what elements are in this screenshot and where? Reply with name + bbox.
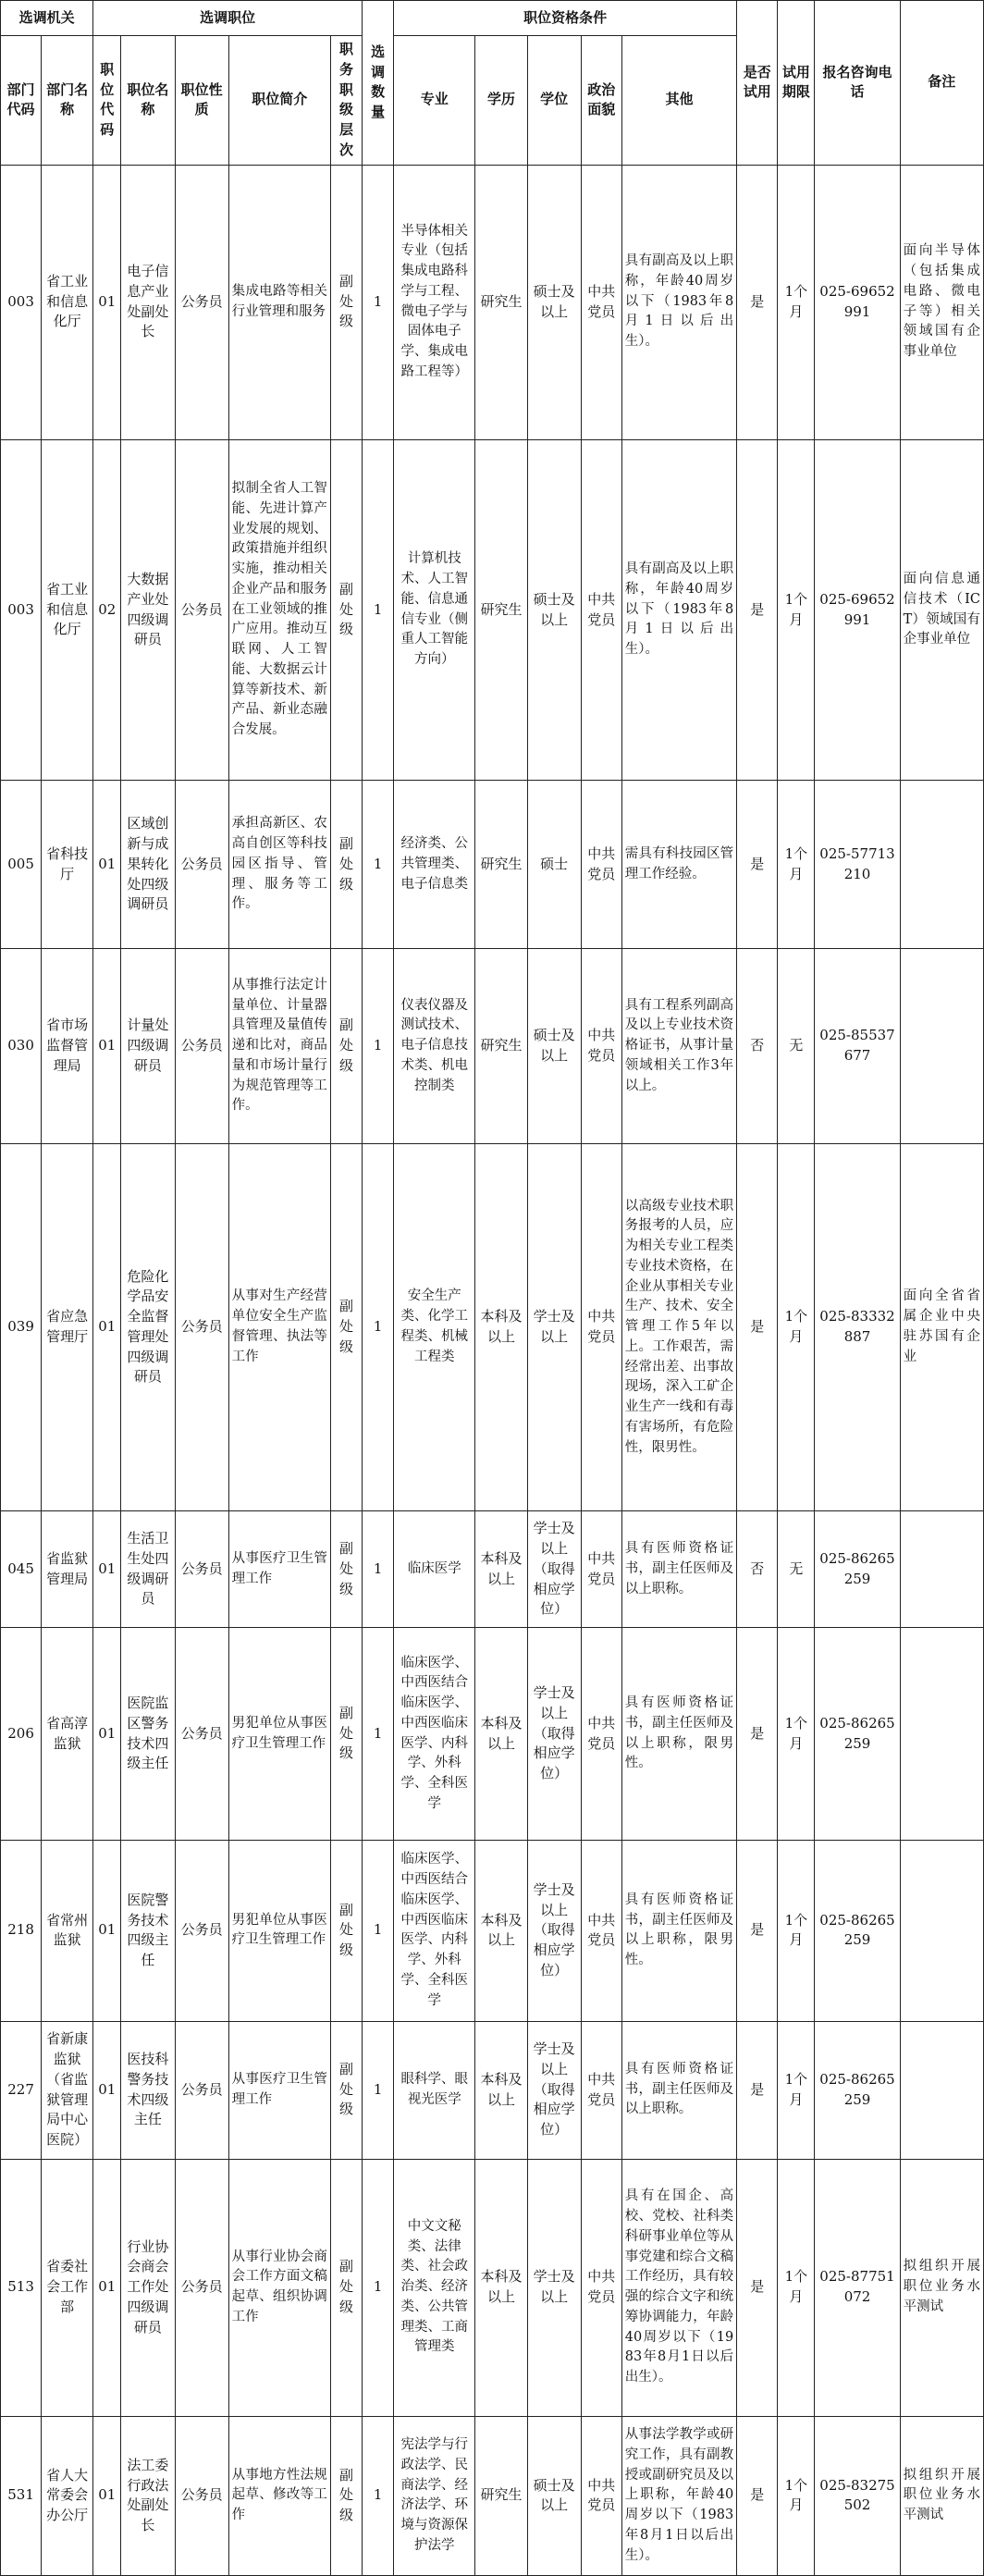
pos-code-cell: 01 (93, 1511, 121, 1628)
degree-cell: 硕士及以上 (527, 949, 581, 1144)
col-count: 选调数量 (363, 1, 394, 166)
dept-code-cell: 039 (1, 1143, 42, 1511)
note-cell (900, 781, 983, 949)
pos-name-cell: 法工委行政法处副处长 (121, 2416, 175, 2575)
dept-name-cell: 省应急管理厅 (42, 1143, 93, 1511)
note-cell (900, 1511, 983, 1628)
col-dept-name: 部门名称 (42, 36, 93, 166)
col-exam: 是否试用 (737, 1, 778, 166)
col-other: 其他 (621, 36, 736, 166)
edu-cell: 研究生 (475, 949, 527, 1144)
level-cell: 副处级 (330, 2021, 362, 2159)
col-pos-level: 职务职级层次 (330, 36, 362, 166)
pos-name-cell: 医院警务技术四级主任 (121, 1840, 175, 2021)
intro-cell: 男犯单位从事医疗卫生管理工作 (228, 1840, 330, 2021)
dept-name-cell: 省常州监狱 (42, 1840, 93, 2021)
col-pos-intro: 职位简介 (228, 36, 330, 166)
major-cell: 宪法学与行政法学、民商法学、经济法学、环境与资源保护法学 (394, 2416, 475, 2575)
politics-cell: 中共党员 (581, 439, 621, 781)
exam-cell: 是 (737, 1628, 778, 1841)
col-dept-code: 部门代码 (1, 36, 42, 166)
table-row (1, 949, 984, 1144)
level-cell: 副处级 (330, 1840, 362, 2021)
dept-code-cell: 045 (1, 1511, 42, 1628)
politics-cell: 中共党员 (581, 781, 621, 949)
nature-cell: 公务员 (175, 1628, 228, 1841)
other-cell: 具有医师资格证书，副主任医师及以上职称，限男性。 (621, 1628, 736, 1841)
dept-name-cell: 省人大常委会办公厅 (42, 2416, 93, 2575)
trial-cell: 1个月 (778, 2159, 815, 2416)
phone-cell: 025-85537677 (815, 949, 900, 1144)
dept-code-cell: 513 (1, 2159, 42, 2416)
note-cell (900, 949, 983, 1144)
count-cell: 1 (363, 1628, 394, 1841)
politics-cell: 中共党员 (581, 2416, 621, 2575)
level-cell: 副处级 (330, 439, 362, 781)
degree-cell: 学士及以上（取得相应学位） (527, 1511, 581, 1628)
major-cell: 安全生产类、化学工程类、机械工程类 (394, 1143, 475, 1511)
other-cell: 具有医师资格证书，副主任医师及以上职称，限男性。 (621, 1840, 736, 2021)
edu-cell: 研究生 (475, 781, 527, 949)
trial-cell: 1个月 (778, 165, 815, 439)
politics-cell: 中共党员 (581, 2159, 621, 2416)
nature-cell: 公务员 (175, 439, 228, 781)
table-row (1, 1511, 984, 1628)
nature-cell: 公务员 (175, 2021, 228, 2159)
trial-cell: 无 (778, 1511, 815, 1628)
count-cell: 1 (363, 2416, 394, 2575)
degree-cell: 学士及以上（取得相应学位） (527, 2021, 581, 2159)
intro-cell: 从事行业协会商会工作方面文稿起草、组织协调工作 (228, 2159, 330, 2416)
dept-code-cell: 030 (1, 949, 42, 1144)
edu-cell: 本科及以上 (475, 1143, 527, 1511)
table-row (1, 2021, 984, 2159)
dept-code-cell: 531 (1, 2416, 42, 2575)
major-cell: 计算机技术、人工智能、信息通信专业（侧重人工智能方向） (394, 439, 475, 781)
pos-name-cell: 危险化学品安全监督管理处四级调研员 (121, 1143, 175, 1511)
intro-cell: 从事医疗卫生管理工作 (228, 1511, 330, 1628)
intro-cell: 从事医疗卫生管理工作 (228, 2021, 330, 2159)
phone-cell: 025-69652991 (815, 439, 900, 781)
phone-cell: 025-57713210 (815, 781, 900, 949)
phone-cell: 025-69652991 (815, 165, 900, 439)
col-trial: 试用期限 (778, 1, 815, 166)
edu-cell: 本科及以上 (475, 1628, 527, 1841)
pos-code-cell: 01 (93, 781, 121, 949)
degree-cell: 硕士及以上 (527, 439, 581, 781)
dept-code-cell: 218 (1, 1840, 42, 2021)
pos-name-cell: 电子信息产业处副处长 (121, 165, 175, 439)
phone-cell: 025-86265259 (815, 2021, 900, 2159)
major-cell: 临床医学、中西医结合临床医学、中西医临床医学、内科学、外科学、全科医学 (394, 1628, 475, 1841)
count-cell: 1 (363, 1840, 394, 2021)
exam-cell: 否 (737, 1511, 778, 1628)
level-cell: 副处级 (330, 949, 362, 1144)
level-cell: 副处级 (330, 1628, 362, 1841)
other-cell: 具有医师资格证书，副主任医师及以上职称。 (621, 1511, 736, 1628)
exam-cell: 是 (737, 1840, 778, 2021)
exam-cell: 是 (737, 1143, 778, 1511)
phone-cell: 025-87751072 (815, 2159, 900, 2416)
header-row-top (1, 1, 984, 36)
other-cell: 从事法学教学或研究工作，具有副教授或副研究员及以上职称，年龄40周岁以下（1983年8月1日以后出生）。 (621, 2416, 736, 2575)
dept-name-cell: 省工业和信息化厅 (42, 439, 93, 781)
table-row (1, 2159, 984, 2416)
note-cell: 拟组织开展职位业务水平测试 (900, 2159, 983, 2416)
col-note: 备注 (900, 1, 983, 166)
trial-cell: 1个月 (778, 1628, 815, 1841)
table-row (1, 439, 984, 781)
other-cell: 具有工程系列副高及以上专业技术资格证书，从事计量领域相关工作3年以上。 (621, 949, 736, 1144)
edu-cell: 研究生 (475, 439, 527, 781)
pos-code-cell: 01 (93, 1143, 121, 1511)
dept-name-cell: 省工业和信息化厅 (42, 165, 93, 439)
phone-cell: 025-86265259 (815, 1628, 900, 1841)
major-cell: 仪表仪器及测试技术、电子信息技术类、机电控制类 (394, 949, 475, 1144)
table-row (1, 1840, 984, 2021)
count-cell: 1 (363, 781, 394, 949)
count-cell: 1 (363, 1511, 394, 1628)
dept-name-cell: 省市场监督管理局 (42, 949, 93, 1144)
major-cell: 临床医学 (394, 1511, 475, 1628)
phone-cell: 025-86265259 (815, 1511, 900, 1628)
intro-cell: 从事推行法定计量单位、计量器具管理及量值传递和比对，商品量和市场计量行为规范管理等工作。 (228, 949, 330, 1144)
edu-cell: 本科及以上 (475, 1840, 527, 2021)
politics-cell: 中共党员 (581, 1511, 621, 1628)
trial-cell: 1个月 (778, 2416, 815, 2575)
pos-code-cell: 02 (93, 439, 121, 781)
nature-cell: 公务员 (175, 1840, 228, 2021)
dept-code-cell: 206 (1, 1628, 42, 1841)
other-cell: 具有在国企、高校、党校、社科类科研事业单位等从事党建和综合文稿工作经历，具有较强的综合文字和统筹协调能力，年龄40周岁以下（1983年8月1日以后出生）。 (621, 2159, 736, 2416)
intro-cell: 拟制全省人工智能、先进计算产业发展的规划、政策措施并组织实施，推动相关企业产品和服务在工业领域的推广应用。推动互联网、人工智能、大数据云计算等新技术、新产品、新业态融合发展。 (228, 439, 330, 781)
major-cell: 中文文秘类、法律类、社会政治类、经济类、公共管理类、工商管理类 (394, 2159, 475, 2416)
pos-code-cell: 01 (93, 165, 121, 439)
politics-cell: 中共党员 (581, 949, 621, 1144)
note-cell: 拟组织开展职位业务水平测试 (900, 2416, 983, 2575)
col-group-org: 选调机关 (1, 1, 93, 36)
exam-cell: 否 (737, 949, 778, 1144)
pos-code-cell: 01 (93, 1628, 121, 1841)
col-pos-nature: 职位性质 (175, 36, 228, 166)
edu-cell: 本科及以上 (475, 1511, 527, 1628)
level-cell: 副处级 (330, 1143, 362, 1511)
trial-cell: 1个月 (778, 2021, 815, 2159)
nature-cell: 公务员 (175, 2159, 228, 2416)
col-group-requirements: 职位资格条件 (394, 1, 737, 36)
exam-cell: 是 (737, 2159, 778, 2416)
level-cell: 副处级 (330, 2416, 362, 2575)
count-cell: 1 (363, 439, 394, 781)
col-group-position: 选调职位 (93, 1, 363, 36)
dept-code-cell: 227 (1, 2021, 42, 2159)
pos-code-cell: 01 (93, 949, 121, 1144)
table-row (1, 1143, 984, 1511)
col-phone: 报名咨询电话 (815, 1, 900, 166)
other-cell: 具有副高及以上职称，年龄40周岁以下（1983年8月1日以后出生）。 (621, 439, 736, 781)
table-row (1, 165, 984, 439)
intro-cell: 从事地方性法规起草、修改等工作 (228, 2416, 330, 2575)
trial-cell: 1个月 (778, 439, 815, 781)
col-degree: 学位 (527, 36, 581, 166)
phone-cell: 025-83332887 (815, 1143, 900, 1511)
intro-cell: 集成电路等相关行业管理和服务 (228, 165, 330, 439)
level-cell: 副处级 (330, 2159, 362, 2416)
pos-name-cell: 医技科警务技术四级主任 (121, 2021, 175, 2159)
pos-code-cell: 01 (93, 1840, 121, 2021)
trial-cell: 1个月 (778, 781, 815, 949)
note-cell (900, 1840, 983, 2021)
table-row (1, 2416, 984, 2575)
degree-cell: 硕士 (527, 781, 581, 949)
degree-cell: 学士及以上（取得相应学位） (527, 1840, 581, 2021)
major-cell: 经济类、公共管理类、电子信息类 (394, 781, 475, 949)
level-cell: 副处级 (330, 1511, 362, 1628)
intro-cell: 承担高新区、农高自创区等科技园区指导、管理、服务等工作。 (228, 781, 330, 949)
other-cell: 具有医师资格证书，副主任医师及以上职称。 (621, 2021, 736, 2159)
degree-cell: 学士及以上（取得相应学位） (527, 1628, 581, 1841)
edu-cell: 本科及以上 (475, 2159, 527, 2416)
col-major: 专业 (394, 36, 475, 166)
col-politics: 政治面貌 (581, 36, 621, 166)
dept-name-cell: 省高淳监狱 (42, 1628, 93, 1841)
major-cell: 临床医学、中西医结合临床医学、中西医临床医学、内科学、外科学、全科医学 (394, 1840, 475, 2021)
nature-cell: 公务员 (175, 1511, 228, 1628)
col-pos-code: 职位代码 (93, 36, 121, 166)
pos-name-cell: 医院监区警务技术四级主任 (121, 1628, 175, 1841)
dept-code-cell: 003 (1, 439, 42, 781)
col-pos-name: 职位名称 (121, 36, 175, 166)
note-cell: 面向信息通信技术（ICT）领域国有企事业单位 (900, 439, 983, 781)
level-cell: 副处级 (330, 165, 362, 439)
level-cell: 副处级 (330, 781, 362, 949)
trial-cell: 1个月 (778, 1840, 815, 2021)
col-edu: 学历 (475, 36, 527, 166)
pos-code-cell: 01 (93, 2416, 121, 2575)
intro-cell: 男犯单位从事医疗卫生管理工作 (228, 1628, 330, 1841)
major-cell: 半导体相关专业（包括集成电路科学与工程、微电子学与固体电子学、集成电路工程等） (394, 165, 475, 439)
dept-name-cell: 省新康监狱（省监狱管理局中心医院） (42, 2021, 93, 2159)
phone-cell: 025-86265259 (815, 1840, 900, 2021)
nature-cell: 公务员 (175, 781, 228, 949)
exam-cell: 是 (737, 2416, 778, 2575)
pos-name-cell: 行业协会商会工作处四级调研员 (121, 2159, 175, 2416)
pos-name-cell: 大数据产业处四级调研员 (121, 439, 175, 781)
edu-cell: 本科及以上 (475, 2021, 527, 2159)
table-row (1, 1628, 984, 1841)
note-cell: 面向半导体（包括集成电路、微电子等）相关领域国有企事业单位 (900, 165, 983, 439)
exam-cell: 是 (737, 439, 778, 781)
dept-name-cell: 省监狱管理局 (42, 1511, 93, 1628)
pos-name-cell: 生活卫生处四级调研员 (121, 1511, 175, 1628)
dept-name-cell: 省科技厅 (42, 781, 93, 949)
trial-cell: 1个月 (778, 1143, 815, 1511)
other-cell: 具有副高及以上职称，年龄40周岁以下（1983年8月1日以后出生）。 (621, 165, 736, 439)
exam-cell: 是 (737, 781, 778, 949)
count-cell: 1 (363, 165, 394, 439)
edu-cell: 研究生 (475, 2416, 527, 2575)
exam-cell: 是 (737, 2021, 778, 2159)
dept-code-cell: 003 (1, 165, 42, 439)
degree-cell: 学士及以上 (527, 2159, 581, 2416)
nature-cell: 公务员 (175, 949, 228, 1144)
pos-code-cell: 01 (93, 2159, 121, 2416)
politics-cell: 中共党员 (581, 165, 621, 439)
count-cell: 1 (363, 2021, 394, 2159)
pos-name-cell: 区域创新与成果转化处四级调研员 (121, 781, 175, 949)
politics-cell: 中共党员 (581, 1840, 621, 2021)
edu-cell: 研究生 (475, 165, 527, 439)
degree-cell: 硕士及以上 (527, 165, 581, 439)
exam-cell: 是 (737, 165, 778, 439)
other-cell: 以高级专业技术职务报考的人员，应为相关专业工程类专业技术资格，在企业从事相关专业生产、技术、安全管理工作5年以上。工作艰苦，需经常出差、出事故现场，深入工矿企业生产一线和有毒有害场所，有危险性，限男性。 (621, 1143, 736, 1511)
other-cell: 需具有科技园区管理工作经验。 (621, 781, 736, 949)
dept-name-cell: 省委社会工作部 (42, 2159, 93, 2416)
count-cell: 1 (363, 2159, 394, 2416)
degree-cell: 学士及以上 (527, 1143, 581, 1511)
note-cell (900, 2021, 983, 2159)
major-cell: 眼科学、眼视光医学 (394, 2021, 475, 2159)
pos-name-cell: 计量处四级调研员 (121, 949, 175, 1144)
count-cell: 1 (363, 949, 394, 1144)
table-row (1, 781, 984, 949)
politics-cell: 中共党员 (581, 2021, 621, 2159)
intro-cell: 从事对生产经营单位安全生产监督管理、执法等工作 (228, 1143, 330, 1511)
nature-cell: 公务员 (175, 165, 228, 439)
degree-cell: 硕士及以上 (527, 2416, 581, 2575)
note-cell (900, 1628, 983, 1841)
phone-cell: 025-83275502 (815, 2416, 900, 2575)
politics-cell: 中共党员 (581, 1143, 621, 1511)
pos-code-cell: 01 (93, 2021, 121, 2159)
politics-cell: 中共党员 (581, 1628, 621, 1841)
count-cell: 1 (363, 1143, 394, 1511)
note-cell: 面向全省省属企业中央驻苏国有企业 (900, 1143, 983, 1511)
trial-cell: 无 (778, 949, 815, 1144)
nature-cell: 公务员 (175, 2416, 228, 2575)
nature-cell: 公务员 (175, 1143, 228, 1511)
dept-code-cell: 005 (1, 781, 42, 949)
